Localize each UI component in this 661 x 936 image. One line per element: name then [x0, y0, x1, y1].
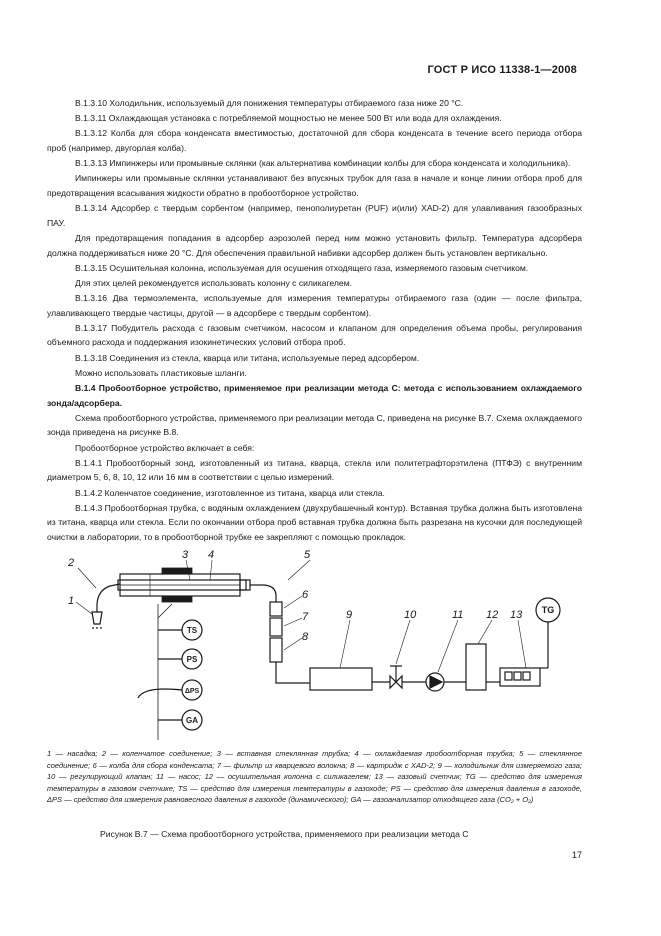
paragraph: В.1.3.14 Адсорбер с твердым сорбентом (например, пенополиуретан (PUF) и(или) XAD-2) для улавливания газообразных ПАУ.: [47, 203, 582, 228]
xad-cartridge: [270, 638, 282, 662]
paragraph: Можно использовать пластиковые шланги.: [75, 367, 247, 378]
paragraph: Импинжеры или промывные склянки устанавливают без впускных трубок для газа в начале и конце линии отбора проб для предотвращения всасывания жидкости обратно в пробоотборное устройство.: [47, 173, 582, 198]
label-12: 12: [486, 609, 499, 621]
duct-wall: [158, 568, 192, 740]
figure-legend: 1 — насадка; 2 — коленчатое соединение; 3 — вставная стеклянная трубка; 4 — охлаждаемая пробоотборная трубка; 5 — стеклянное соединение; 6 — колба для сбора конденсата; 7 — фильтр из кварцевого волокна; 8 — картридж с XAD-2; 9 — холодильник для измеряемого газа; 10 — регулирующий клапан; 11 — насос; 12 — осушительная колонна с силикагелем; 13 — газовый счетчик; TG — средство для измерения температуры в газовом счетчике; TS — средство для измерения температуры в газоходе; PS — средство для измерения давления в газоходе, ΔPS — средство для измерения равновесного давления в газоходе (динамического); GA — газоанализатор отходящего газа (CO₂ + O₂): [47, 749, 582, 805]
label-10: 10: [404, 609, 417, 621]
label-4: 4: [208, 549, 215, 561]
duct-gauges: [138, 620, 202, 730]
paragraph: Для этих целей рекомендуется использовать колонну с силикагелем.: [75, 277, 352, 288]
label-11: 11: [452, 609, 464, 621]
gas-meter: [500, 668, 540, 686]
ts-gauge-label: TS: [186, 626, 198, 635]
paragraph: В.1.3.10 Холодильник, используемый для понижения температуры отбираемого газа ниже 20 °С.: [75, 98, 464, 108]
paragraph: В.1.4.2 Коленчатое соединение, изготовленное из титана, кварца или стекла.: [75, 487, 385, 498]
label-2: 2: [68, 557, 75, 569]
paragraph: Схема пробоотборного устройства, применяемого при реализации метода С, приведена на рисунке В.7. Схема охлаждаемого зонда приведена на рисунке В.8.: [47, 412, 582, 438]
label-5: 5: [304, 549, 311, 561]
tg-sensor: [536, 598, 560, 668]
label-13: 13: [510, 609, 523, 621]
document-code: ГОСТ Р ИСО 11338-1—2008: [427, 64, 577, 76]
gas-cooler: [310, 668, 372, 690]
nozzle: [92, 604, 102, 628]
glass-connection: [250, 585, 276, 602]
label-8: 8: [302, 631, 309, 643]
tg-label: TG: [541, 605, 555, 615]
quartz-filter: [270, 618, 282, 636]
regulating-valve: [390, 666, 402, 688]
figure-caption: Рисунок В.7 — Схема пробоотборного устройства, применяемого при реализации метода С: [100, 829, 469, 839]
paragraph: В.1.3.15 Осушительная колонна, используемая для осушения отходящего газа, измеряемого газовым счетчиком.: [75, 262, 529, 273]
paragraph: В.1.3.16 Два термоэлемента, используемые для измерения температуры отбираемого газа (один — после фильтра, улавливающего твердые частицы, другой — в адсорбере с твердым сорбентом).: [47, 293, 582, 318]
section-heading: В.1.4 Пробоотборное устройство, применяемое при реализации метода С: метода с использованием охлаждаемого зонда/адсорбера.: [47, 383, 582, 408]
label-9: 9: [346, 609, 353, 621]
ps-gauge-label: PS: [186, 655, 198, 664]
paragraph: В.1.4.1 Пробоотборный зонд, изготовленный из титана, кварца, стекла или политетрафторэтилена (ПТФЭ) с внутренним диаметром 5, 6, 8, 10, 12 или 16 мм в соответствии с целью измерений.: [47, 457, 582, 483]
sampling-device-diagram: [40, 540, 600, 740]
label-7: 7: [302, 611, 309, 623]
dps-gauge-label: ΔPS: [184, 688, 200, 695]
paragraph: Пробоотборное устройство включает в себя:: [75, 442, 255, 453]
elbow-connection: [97, 584, 120, 604]
paragraph: В.1.3.12 Колба для сбора конденсата вместимостью, достаточной для сбора конденсата в течение всего периода отбора проб (например, двугорлая колба).: [47, 128, 582, 153]
paragraph: В.1.3.18 Соединения из стекла, кварца или титана, используемые перед адсорбером.: [75, 352, 420, 363]
pump: [426, 673, 444, 691]
gas-line: [276, 662, 310, 683]
paragraph: В.1.3.11 Охлаждающая установка с потребляемой мощностью не менее 500 Вт или вода для охлаждения.: [75, 113, 502, 124]
body-text: [47, 96, 582, 545]
condensate-flask: [270, 602, 282, 616]
cooled-probe: [118, 574, 250, 596]
page-number: 17: [572, 850, 583, 860]
drying-column: [466, 644, 486, 690]
label-6: 6: [302, 589, 309, 601]
paragraph: В.1.4.3 Пробоотборная трубка, с водяным охлаждением (двухрубашечный контур). Вставная трубка должна быть изготовлена из титана, кварца или стекла. Если по окончании отбора проб вставная трубка должна быть разрезана на кусочки для последующей очистки в лаборатории, то в пробоотборной трубке ее закрепляют с помощью прокладок.: [47, 502, 582, 542]
paragraph: В.1.3.17 Побудитель расхода с газовым счетчиком, насосом и клапаном для определения объема пробы, регулирования объемного расхода и поддержания изокинетических условий отбора проб.: [47, 322, 582, 348]
ga-gauge-label: GA: [186, 716, 198, 725]
label-3: 3: [182, 549, 189, 561]
paragraph: В.1.3.13 Импинжеры или промывные склянки (как альтернатива комбинации колбы для сбора конденсата и холодильника).: [75, 158, 571, 169]
label-1: 1: [68, 595, 75, 607]
paragraph: Для предотвращения попадания в адсорбер аэрозолей перед ним можно установить фильтр. Температура адсорбера должна поддерживаться ниже 20 °С. Для обеспечения правильной набивки адсорбер должен быть установлен вертикально.: [47, 232, 582, 258]
